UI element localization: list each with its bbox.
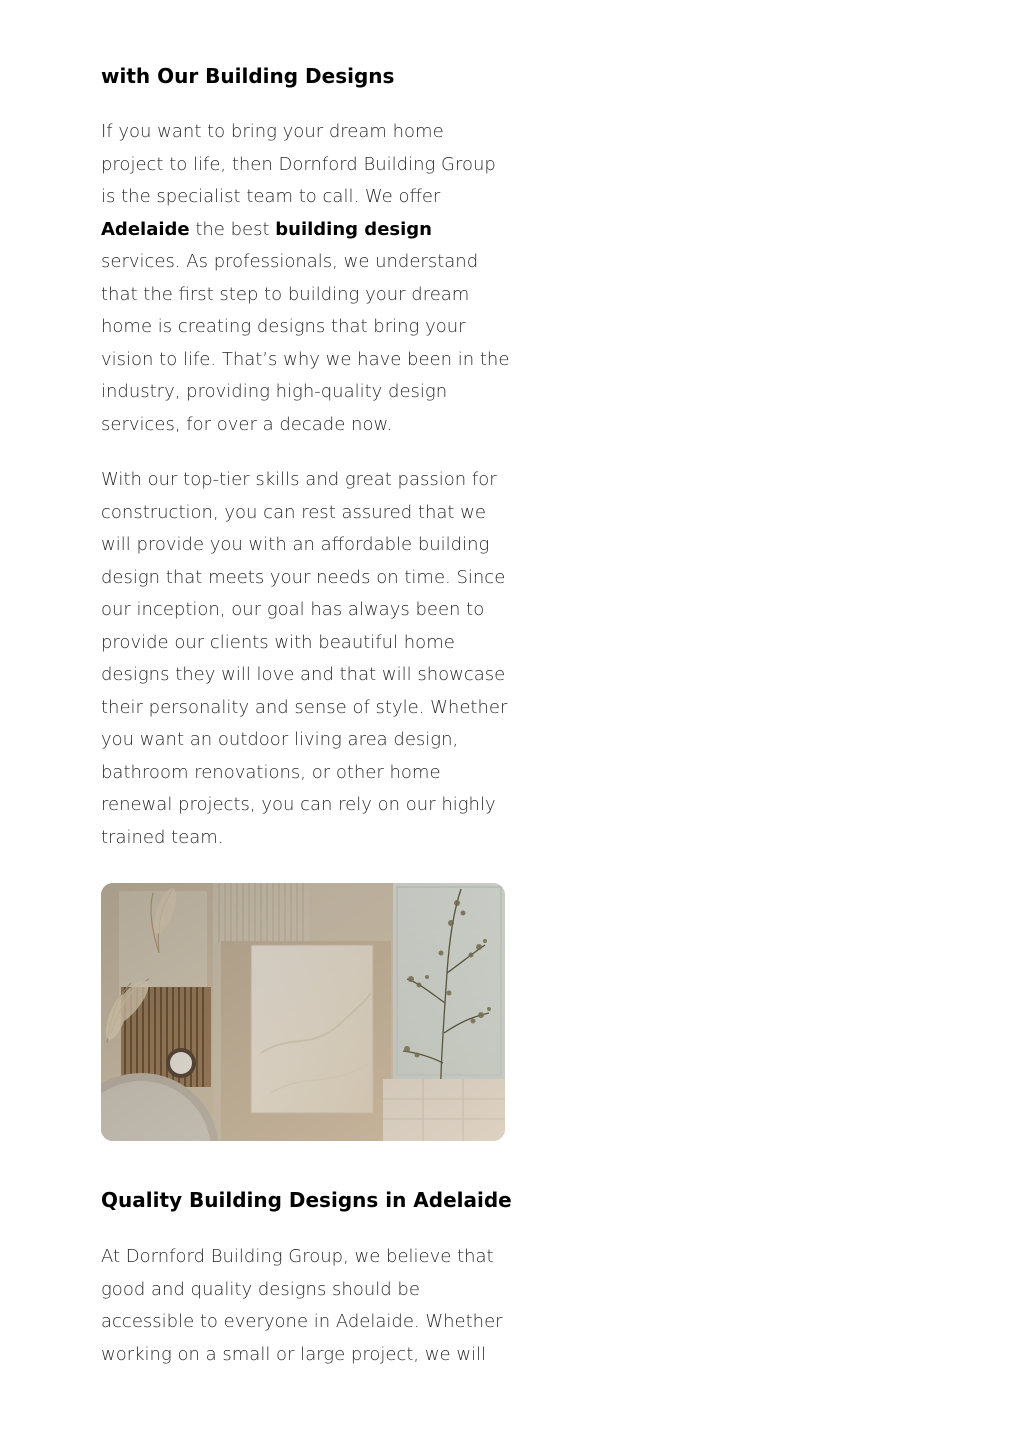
body-paragraph: At Dornford Building Group, we believe that good and quality designs should be accessible to everyone in Adelaide. Whether working on a small or large project, we will	[101, 1246, 503, 1365]
body-paragraph: With our top-tier skills and great passion for construction, you can rest assured that we will provide you with an affordable building design that meets your needs on time. Since our inception, our goal has always been to provide our clients with beautiful home designs they will love and that will showcase their personality and sense of style. Whether you want an outdoor living area design, bathroom renovations, or other home renewal projects, you can rely on our highly trained team.	[101, 469, 508, 848]
moodboard-illustration	[101, 883, 505, 1141]
paragraph-text: services. As professionals, we understand that the first step to building your dream home is creating designs that bring your vision to life. That’s why we have been in the industry, providing high-quality design services, for over a decade now.	[101, 251, 510, 435]
section-heading: Quality Building Designs in Adelaide	[101, 1188, 512, 1212]
paragraph-text: If you want to bring your dream home project to life, then Dornford Building Group is the specialist team to call. We offer	[101, 121, 496, 207]
section-heading: with Our Building Designs	[101, 64, 395, 88]
bold-keyword-adelaide: Adelaide	[101, 218, 190, 240]
bold-keyword-building-design: building design	[275, 218, 432, 240]
moodboard-image	[101, 883, 505, 1141]
paragraph-text: the best	[189, 218, 276, 240]
intro-paragraph	[101, 116, 511, 441]
